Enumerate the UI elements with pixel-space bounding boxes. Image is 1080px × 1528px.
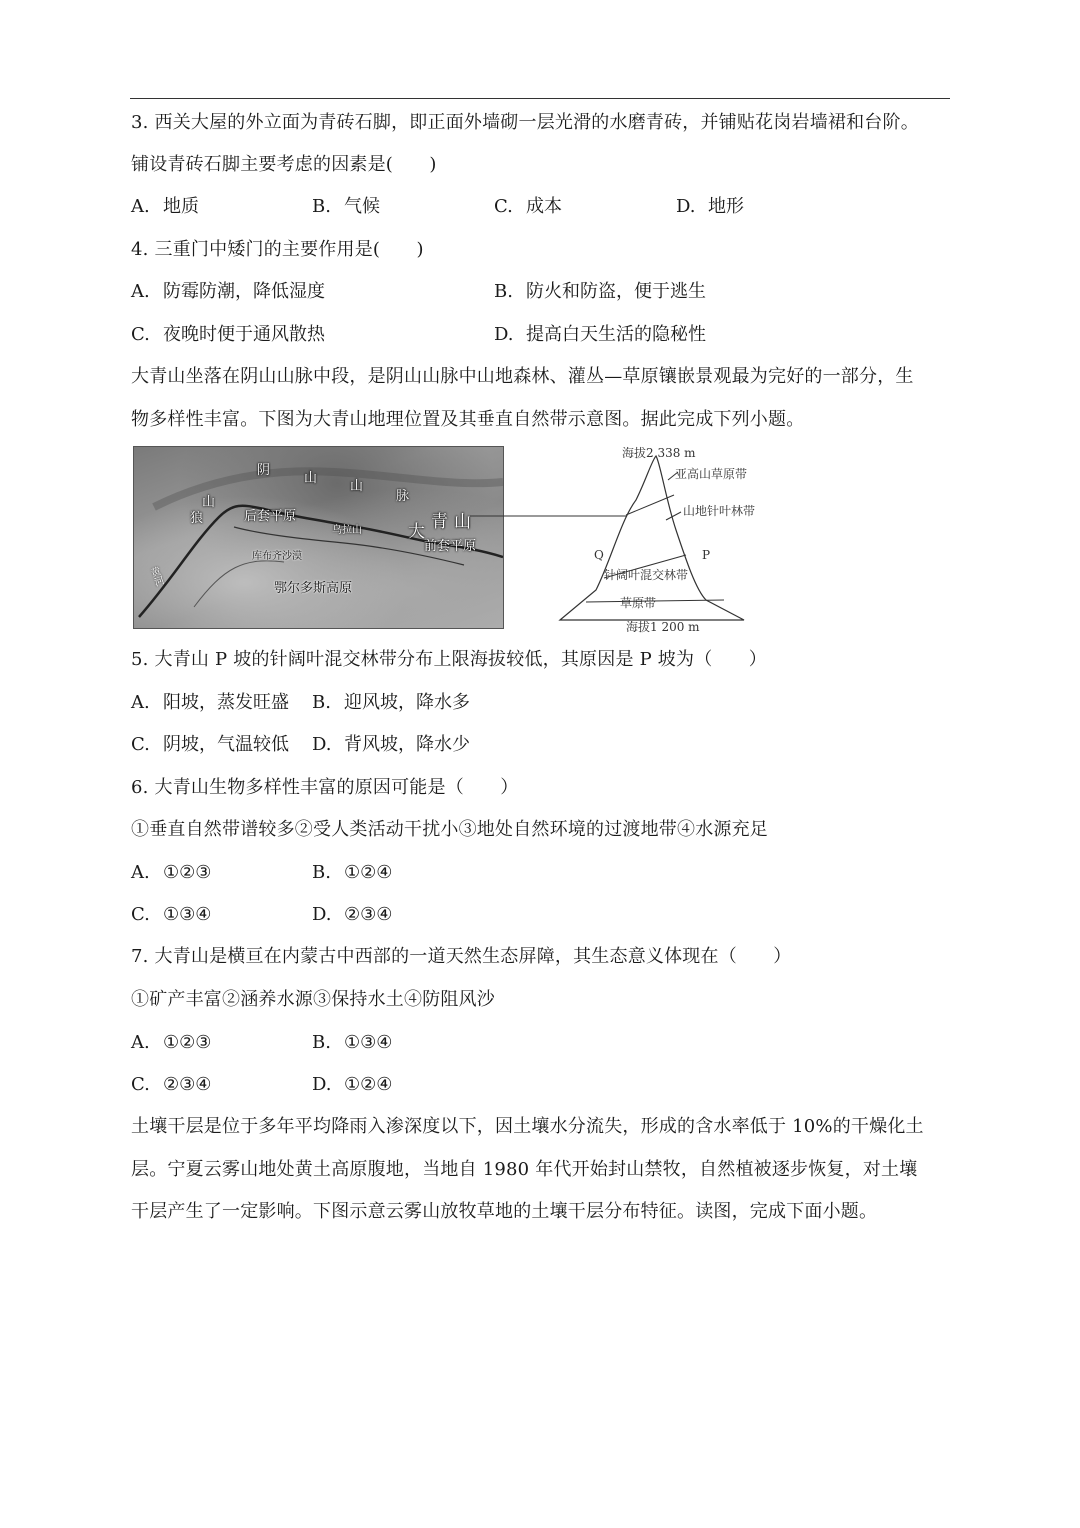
- label-conifer-forest: 山地针叶林带: [683, 504, 756, 518]
- q4-option-c: C. 夜晚时便于通风散热: [131, 324, 325, 345]
- q5-option-b: B. 迎风坡，降水多: [312, 692, 470, 713]
- map-label-wulashan: 乌拉山: [332, 525, 362, 536]
- label-steppe: 草原带: [620, 596, 657, 610]
- passage1-line1: 大青山坐落在阴山山脉中段，是阴山山脉中山地森林、灌丛—草原镶嵌景观最为完好的一部分，生: [131, 366, 914, 387]
- q5-option-d: D. 背风坡，降水少: [312, 734, 470, 755]
- q4-option-d: D. 提高白天生活的隐秘性: [494, 324, 706, 345]
- label-base-elevation: 海拔1 200 m: [626, 620, 700, 634]
- label-q: Q: [594, 548, 604, 562]
- q7-option-b: B. ①③④: [312, 1032, 393, 1053]
- q5-option-c: C. 阴坡，气温较低: [131, 734, 289, 755]
- q4-option-a: A. 防霉防潮，降低湿度: [131, 281, 325, 302]
- map-label-river: 黄河: [146, 565, 165, 589]
- q6-option-c: C. ①③④: [131, 904, 212, 925]
- q7-stem: 7. 大青山是横亘在内蒙古中西部的一道天然生态屏障，其生态意义体现在（ ）: [131, 946, 792, 967]
- map-label-shan-2: 山: [350, 479, 364, 494]
- passage2-line2: 层。宁夏云雾山地处黄土高原腹地，当地自 1980 年代开始封山禁牧，自然植被逐步恢复，对土壤: [131, 1159, 918, 1180]
- header-rule: [130, 98, 950, 99]
- q7-option-c: C. ②③④: [131, 1074, 212, 1095]
- label-top-elevation: 海拔2 338 m: [622, 446, 696, 460]
- q6-stem: 6. 大青山生物多样性丰富的原因可能是（ ）: [131, 777, 519, 798]
- q4-stem: 4. 三重门中矮门的主要作用是( ): [131, 239, 424, 260]
- map-label-shan-1: 山: [304, 471, 318, 486]
- map-label-ordos: 鄂尔多斯高原: [274, 581, 353, 596]
- passage2-line3: 干层产生了一定影响。下图示意云雾山放牧草地的土壤干层分布特征。读图，完成下面小题。: [131, 1201, 878, 1222]
- map-label-lang-shan: 山: [202, 495, 216, 510]
- label-mixed-forest: 针阔叶混交林带: [604, 568, 689, 582]
- q5-option-a: A. 阳坡，蒸发旺盛: [131, 692, 289, 713]
- q4-option-b: B. 防火和防盗，便于逃生: [494, 281, 706, 302]
- q7-option-d: D. ①②④: [312, 1074, 393, 1095]
- map-label-qing: 青: [431, 512, 448, 532]
- q7-items: ①矿产丰富②涵养水源③保持水土④防阻风沙: [131, 989, 495, 1010]
- q6-option-a: A. ①②③: [131, 862, 212, 883]
- daqingshan-location-map: [133, 446, 504, 629]
- passage2-line1: 土壤干层是位于多年平均降雨入渗深度以下，因土壤水分流失，形成的含水率低于 10%的干燥化土: [131, 1116, 924, 1137]
- label-p: P: [702, 548, 711, 562]
- map-label-da: 大: [408, 522, 425, 542]
- q3-option-d: D. 地形: [676, 196, 744, 217]
- q3-option-a: A. 地质: [131, 196, 199, 217]
- map-label-yin: 阴: [257, 463, 271, 478]
- q6-option-b: B. ①②④: [312, 862, 393, 883]
- q3-stem-line2: 铺设青砖石脚主要考虑的因素是( ): [131, 154, 437, 175]
- map-label-mai: 脉: [396, 489, 410, 504]
- q5-stem: 5. 大青山 P 坡的针阔叶混交林带分布上限海拔较低，其原因是 P 坡为（ ）: [131, 649, 768, 670]
- q3-option-c: C. 成本: [494, 196, 562, 217]
- map-label-qiantao: 前套平原: [424, 539, 477, 554]
- map-label-lang: 狼: [190, 511, 204, 526]
- q3-stem-line1: 3. 西关大屋的外立面为青砖石脚，即正面外墙砌一层光滑的水磨青砖，并铺贴花岗岩墙裙和台阶。: [131, 112, 919, 133]
- tributary-line: [194, 561, 284, 607]
- map-label-kubuqi: 库布齐沙漠: [252, 551, 302, 562]
- q6-option-d: D. ②③④: [312, 904, 393, 925]
- q7-option-a: A. ①②③: [131, 1032, 212, 1053]
- label-alpine-steppe: 亚高山草原带: [675, 467, 748, 481]
- q6-items: ①垂直自然带谱较多②受人类活动干扰小③地处自然环境的过渡地带④水源充足: [131, 819, 768, 840]
- map-label-houtao: 后套平原: [244, 509, 297, 524]
- passage1-line2: 物多样性丰富。下图为大青山地理位置及其垂直自然带示意图。据此完成下列小题。: [131, 409, 805, 430]
- map-label-daqing-shan: 山: [454, 512, 471, 532]
- q3-option-b: B. 气候: [312, 196, 380, 217]
